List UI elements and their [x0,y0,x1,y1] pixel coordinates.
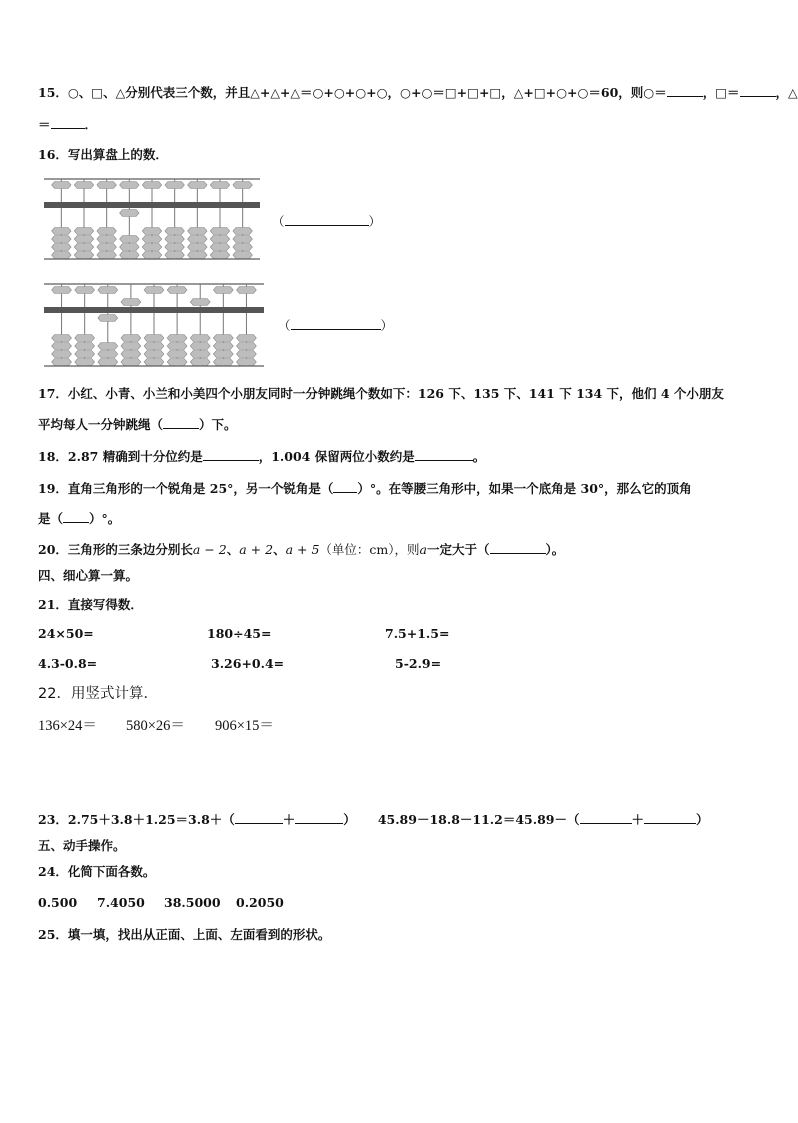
q19-blank-2[interactable] [63,510,89,523]
question-18: 18．2.87 精确到十分位约是 ，1.004 保留两位小数约是 。 [38,449,486,464]
abacus-bead [233,236,252,243]
abacus-bead [167,359,187,366]
q16-blank-2[interactable] [291,317,381,330]
question-15: 15．○、□、△分别代表三个数，并且△+△+△＝○+○+○+○，○+○＝□+□+□，△+□+○+○＝60，则○＝ ，□＝ ，△ [38,85,798,100]
abacus-bead [75,359,95,366]
abacus-bead [121,335,141,342]
abacus-bead [52,287,72,294]
abacus-bead [165,252,184,259]
abacus-beam [44,307,264,313]
abacus-bead [97,236,116,243]
q20-blank[interactable] [490,541,546,554]
abacus-bead [233,244,252,251]
abacus-bead [188,244,207,251]
abacus-bead [52,343,72,350]
abacus-bead [121,299,141,306]
abacus-bead [142,252,161,259]
abacus-bead [167,343,187,350]
abacus-bead [190,359,210,366]
section-5-heading: 五、动手操作。 [38,838,126,853]
abacus-bead [97,244,116,251]
abacus-bead [120,236,139,243]
q22-item: 136×24＝ [38,718,97,734]
abacus-bead [210,252,229,259]
abacus-bead [144,287,164,294]
q21-item: 180÷45= [207,626,272,641]
abacus-bead [52,359,72,366]
abacus-bead [52,236,71,243]
abacus-bead [167,351,187,358]
abacus-bead [213,335,233,342]
q23-blank-3[interactable] [580,811,632,824]
question-19: 19．直角三角形的一个锐角是 25°，另一个锐角是（ ）°。在等腰三角形中，如果一个底角是 30°，那么它的顶角 [38,481,692,496]
abacus-bead [233,252,252,259]
section-4-heading: 四、细心算一算。 [38,568,139,583]
abacus-bead [52,252,71,259]
q24-item: 38.5000 [164,895,221,910]
abacus-bead [190,299,210,306]
abacus-bead [74,244,93,251]
abacus-bead [144,359,164,366]
abacus-bead [190,343,210,350]
question-15-line2: ＝ ． [38,117,98,132]
abacus-bead [167,287,187,294]
q23-blank-1[interactable] [235,811,283,824]
question-17-line2: 平均每人一分钟跳绳（ ）下。 [38,417,237,432]
abacus-bead [52,335,72,342]
q23-blank-2[interactable] [295,811,343,824]
q15-blank-triangle[interactable] [51,116,85,129]
abacus-bead [75,343,95,350]
q16-answer-2: （ ） [278,318,394,333]
abacus-bead [98,351,118,358]
abacus-bead [165,236,184,243]
q24-item: 0.2050 [236,895,284,910]
abacus-bead [237,351,257,358]
q18-blank-1[interactable] [203,448,259,461]
abacus-bead [210,244,229,251]
abacus-bead [237,359,257,366]
abacus-bead [188,252,207,259]
q24-item: 7.4050 [97,895,145,910]
q23-blank-4[interactable] [644,811,696,824]
question-20: 20．三角形的三条边分别长a − 2、a + 2、a + 5（单位：cm），则a一定大于（ ）。 [38,542,565,557]
question-17: 17．小红、小青、小兰和小美四个小朋友同时一分钟跳绳个数如下：126 下、135 下、141 下 134 下，他们 4 个小朋友 [38,386,724,401]
abacus-bead [98,343,118,350]
abacus-bead [210,182,229,189]
abacus-bead [142,236,161,243]
abacus-bead [188,182,207,189]
q19-blank-1[interactable] [333,480,357,493]
abacus-bead [120,244,139,251]
abacus-bead [98,287,118,294]
abacus-bead [144,343,164,350]
abacus-bead [213,359,233,366]
q15-blank-circle[interactable] [667,84,703,97]
abacus-bead [74,236,93,243]
question-22: 22．用竖式计算． [38,686,158,702]
abacus-bead [74,252,93,259]
abacus-bead [75,287,95,294]
question-21: 21．直接写得数． [38,597,143,612]
abacus-bead [74,182,93,189]
abacus-bead [121,343,141,350]
abacus-bead [75,351,95,358]
abacus-bead [213,351,233,358]
abacus-bead [237,287,257,294]
abacus-bead [120,210,139,217]
abacus-bead [97,182,116,189]
abacus-bead [97,228,116,235]
q21-item: 7.5+1.5= [385,626,450,641]
abacus-bead [144,351,164,358]
q15-text: 15．○、□、△分别代表三个数，并且△+△+△＝○+○+○+○，○+○＝□+□+□，△+□+○+○＝60，则○＝ [38,85,667,100]
abacus-bead [120,252,139,259]
q16-answer-1: （ ） [272,214,382,229]
abacus-bead [165,228,184,235]
abacus-bead [52,182,71,189]
question-24: 24．化简下面各数。 [38,864,156,879]
question-16: 16．写出算盘上的数． [38,147,168,162]
abacus-bead [237,335,257,342]
question-19-line2: 是（ ）°。 [38,511,121,526]
abacus-2 [44,283,264,367]
abacus-bead [188,228,207,235]
q21-item: 5-2.9= [395,656,442,671]
q16-blank-1[interactable] [285,213,369,226]
abacus-bead [188,236,207,243]
abacus-bead [237,343,257,350]
abacus-bead [74,228,93,235]
abacus-bead [210,236,229,243]
abacus-bead [97,252,116,259]
q22-item: 906×15＝ [215,718,274,734]
question-25: 25．填一填，找出从正面、上面、左面看到的形状。 [38,927,331,942]
abacus-bead [190,335,210,342]
q21-item: 4.3-0.8= [38,656,98,671]
q21-item: 3.26+0.4= [211,656,285,671]
abacus-bead [52,228,71,235]
abacus-bead [52,351,72,358]
q24-item: 0.500 [38,895,78,910]
abacus-bead [98,315,118,322]
question-23: 23．2.75＋3.8＋1.25＝3.8＋（ ＋ ） 45.89－18.8－11.2＝45.89－（ ＋ ） [38,812,709,827]
q15-blank-square[interactable] [740,84,776,97]
abacus-bead [213,343,233,350]
q21-item: 24×50= [38,626,94,641]
abacus-bead [52,244,71,251]
abacus-bead [190,351,210,358]
abacus-bead [142,182,161,189]
abacus-1 [44,178,260,260]
q17-blank[interactable] [163,416,199,429]
q22-item: 580×26＝ [126,718,185,734]
abacus-bead [75,335,95,342]
abacus-bead [165,182,184,189]
abacus-bead [120,182,139,189]
abacus-bead [167,335,187,342]
abacus-bead [210,228,229,235]
abacus-bead [165,244,184,251]
abacus-bead [121,351,141,358]
q18-blank-2[interactable] [415,448,473,461]
abacus-bead [213,287,233,294]
abacus-bead [142,244,161,251]
abacus-bead [98,359,118,366]
abacus-bead [233,182,252,189]
abacus-beam [44,202,260,208]
abacus-bead [144,335,164,342]
abacus-bead [142,228,161,235]
abacus-bead [121,359,141,366]
abacus-bead [233,228,252,235]
